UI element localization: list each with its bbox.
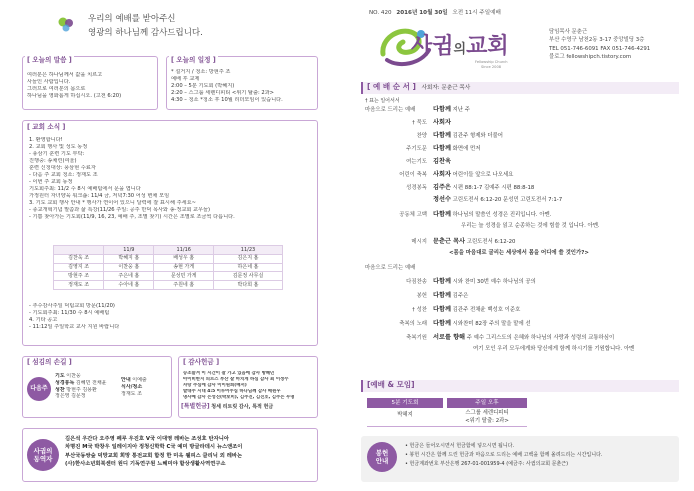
servant-names: 방현주 김용환 (66, 386, 97, 393)
partners-line: 부산국동쌍숲 덕망교회 희망 통전교회 합정 한 미옥 웰피스 클리닉 외 레바논 (65, 452, 243, 459)
church-news-title: [ 교회 소식 ] (27, 123, 66, 131)
offering-line: 아이비한지 피르스 부산 잘 마치게 하심 감사 최 이정수 (183, 376, 289, 382)
order-label: 메시지 (411, 239, 427, 245)
order-row (365, 250, 589, 257)
order-person: 사회자 (433, 119, 451, 126)
events-header (361, 380, 679, 392)
servant-names: 이예출 (132, 377, 147, 383)
order-title: [ 예 배 순 서 ] (367, 82, 416, 91)
contact-line: TEL 051-746-6091 FAX 051-746-4291 (549, 45, 651, 52)
schedule-line: 2:00 – 5분 기도회 (박혜지) (171, 83, 235, 90)
table-cell: 김영지 조 (54, 263, 104, 272)
servant-row (55, 373, 107, 380)
news-line: - 추수감사주일 덕팀교회 방문(11/20) (29, 303, 115, 309)
logo-text (411, 32, 509, 62)
today-schedule-box (166, 56, 318, 110)
news-line: - 11:12일 주일학교 교사 지원 바랍니다 (29, 324, 120, 331)
table-header: 11/23 (214, 246, 283, 255)
order-detail: 고린도전서 6:12-20 문성민 고린도전서 7:1-7 (452, 197, 563, 203)
news-line: - 기쁨 찾아가는 기도회(11/9, 16, 23, 예배 주, 조별 찾기) 시간은 조별로 조금씩 다릅니다. (29, 214, 235, 221)
servant-names: 이찬웅 (66, 373, 81, 379)
order-person: 서로를 향해 (433, 334, 466, 341)
intro-banner (58, 12, 308, 42)
news-line: 4. 기타 공고 (29, 317, 58, 324)
order-label: 다짐찬송 (406, 279, 427, 285)
intro-line-1: 우리의 예배를 받아주신 (88, 14, 176, 24)
order-person: 다함께 (433, 320, 451, 327)
order-row (365, 306, 520, 314)
order-person: 정선수 (433, 196, 451, 203)
order-label: 성경봉독 (406, 185, 427, 191)
order-label: 주기도문 (406, 146, 427, 152)
servant-role: 성찬 (55, 386, 65, 393)
order-row (365, 265, 433, 272)
offering-notice (361, 436, 679, 482)
news-line: 훈련 신청대상: 풍삼현 수료자 (29, 165, 96, 172)
contact-line: 블로그 fellowshipch.tistory.com (549, 54, 632, 61)
news-line: - 다음 주 교회 청소: 정재도 조 (29, 172, 98, 179)
table-cell: 방현주 조 (54, 272, 104, 281)
today-word-box (22, 56, 158, 110)
servant-names: 김혜민 전채윤 (75, 379, 107, 386)
order-label: 찬양 (416, 133, 427, 139)
schedule-line: * 설거지 / 청소: 방현주 조 (171, 69, 231, 75)
logo-sub-2: Since 2008 (481, 65, 502, 69)
order-row (365, 184, 534, 192)
partners-line: 차명진 M국 박창우 일레이지아 정청신학학 C국 예미 방글라데시 뉴스앤조이 (65, 444, 243, 451)
partners-badge (27, 439, 59, 471)
order-label: 축복기원 (406, 335, 427, 341)
order-row (365, 211, 551, 219)
servant-row (55, 393, 107, 400)
table-row (54, 254, 283, 263)
order-detail: 화면에 먼저 (452, 146, 481, 152)
intro-leaf-icon (58, 16, 74, 32)
order-row (365, 171, 513, 179)
servant-names: 정재도 조 (121, 390, 142, 397)
order-row (365, 346, 634, 353)
logo-text-a: 사귐 (411, 34, 454, 59)
notice-badge (367, 442, 397, 472)
intro-line-2: 영광의 하나님께 감사드립니다. (88, 28, 203, 38)
servant-row (121, 377, 147, 384)
news-line: 기도회주최: 11/2 수 8시 예배팀에서 문을 엽니다 (29, 186, 141, 193)
logo-text-c: 교회 (466, 34, 509, 59)
today-word-title: [ 오늘의 말씀 ] (27, 56, 72, 64)
table-cell: 이찬웅 홈 (104, 263, 154, 272)
bulletin-date: 2016년 10월 30일 (396, 10, 448, 16)
offering-line: 발대주 시대 4:5 이루어주심 하나님께 감사 배원우 (183, 388, 281, 394)
news-line: 3. 기도 교회 행사 안내 * 행사가 연이어 있으니 달력에 잘 표시해 주세요~ (29, 200, 196, 207)
word-line: 여러분은 하나님께서 값을 치르고 (27, 72, 103, 78)
word-line: 하나님을 영화롭게 하십시오. (고전 6:20) (27, 93, 122, 100)
order-person: 김찬욱 (433, 158, 451, 165)
table-cell: 송현 가게 (154, 263, 214, 272)
servant-role: 기도 (55, 373, 65, 379)
table-cell: 김문정 사무실 (214, 272, 283, 281)
notice-line: • 헌금은 들어오시면서 헌금함에 넣으시면 됩니다. (405, 443, 515, 449)
special-offering-title: [특별헌금] (181, 403, 210, 410)
church-news-box (22, 120, 318, 346)
today-schedule-title: [ 오늘의 일정 ] (171, 56, 216, 64)
order-detail: 김관주 형제와 더불어 (452, 133, 503, 139)
events-col1-head: 5분 기도회 (367, 398, 443, 408)
table-cell: 정재도 조 (54, 281, 104, 290)
offering-line: 자랑 주심에 감사 이이원희(배서) (183, 382, 247, 388)
partners-line: (사)한사소년회북센터 원디 기독연구원 느헤미야 할상생활사역연구소 (65, 461, 226, 468)
church-contact (549, 28, 650, 62)
table-cell: 김찬욱 조 (54, 254, 104, 263)
order-row (365, 132, 503, 140)
order-person: 다함께 (433, 106, 451, 113)
order-leader: 사회자: 문춘근 목사 (421, 85, 471, 91)
events-col1-value: 박혜지 (397, 412, 413, 418)
bulletin-header (369, 10, 501, 18)
table-header (54, 246, 104, 255)
logo-text-b: 의 (453, 42, 467, 57)
next-week-label: 다음주 (30, 385, 48, 392)
table-cell: 주원네 홈 (154, 281, 214, 290)
table-row (54, 272, 283, 281)
news-line: 진행중: 송채린(여울) (29, 158, 77, 165)
order-person: 다함께 (433, 306, 451, 313)
table-cell: 박혜지 홈 (104, 254, 154, 263)
order-person: 다함께 (433, 278, 451, 285)
news-line: 1. 환영합니다! (29, 137, 63, 143)
partners-line: 김은석 우간다 오주영 페루 우진호 V국 이대영 레바논 조성호 탄자니아 (65, 436, 229, 442)
table-cell: 박다희 홈 (214, 281, 283, 290)
table-cell: 배성우 홈 (154, 254, 214, 263)
order-label: † 성찬 (412, 307, 427, 313)
events-col2-value: 스그룹 세렌디피티 (465, 410, 509, 416)
news-line: - 기도회주최: 11/30 수 8시 예배팀 (29, 310, 110, 317)
servant-row (121, 391, 147, 398)
table-header: 11/16 (154, 246, 214, 255)
offering-box (178, 356, 318, 418)
events-title: [예배 & 모임] (367, 380, 415, 389)
schedule-line: 예배 후 교제 (171, 76, 200, 83)
table-cell: 문성민 가게 (154, 272, 214, 281)
order-label: † 묵도 (412, 120, 427, 126)
table-row (54, 281, 283, 290)
order-header (361, 82, 679, 94)
servant-row (55, 387, 107, 394)
order-label: 여는기도 (406, 159, 427, 165)
schedule-line: 4:30 – 청소 *청소 후 10월 리더모임이 있습니다. (171, 97, 283, 104)
servants-box (22, 356, 172, 418)
events-table (367, 398, 527, 426)
order-detail: 지난 주 (452, 107, 470, 113)
table-row (54, 263, 283, 272)
order-row (365, 292, 468, 300)
events-col2-value: <위기 탈출: 2과> (465, 418, 509, 424)
notice-badge-line: 봉헌 (375, 449, 389, 457)
news-line: 가정원터 자녀양육 워크숍: 11/4 금, 저녁7:30 어성 변채 모임 (29, 193, 170, 200)
table-header: 11/9 (104, 246, 154, 255)
order-detail: 김관주 전채윤 백성호 이준호 (452, 307, 521, 313)
partners-box (22, 428, 318, 482)
news-line: 2. 교회 행사 및 성도 동정 (29, 144, 88, 151)
order-person: 다함께 (433, 145, 451, 152)
order-label: 어린이 축복 (399, 172, 427, 178)
order-detail: 여기 모인 우리 모두에게와 당신에게 함께 하시기를 기원합니다. 아멘 (473, 346, 635, 352)
order-person: 문춘근 목사 (433, 238, 466, 245)
table-cell: 김은지 홈 (214, 254, 283, 263)
order-row (365, 196, 562, 204)
order-label: 마음으로 드리는 예배 (365, 107, 416, 113)
order-row (365, 334, 614, 342)
table-cell: 수아네 홈 (104, 281, 154, 290)
order-person: 사회자 (433, 171, 451, 178)
schedule-line: 2:20 – 스그룹 세렌디피티 <위기 탈출: 2과> (171, 90, 275, 97)
logo-sub-1: Fellowship Church (475, 60, 508, 64)
servant-row (121, 384, 147, 391)
order-detail: 우리는 늘 성경을 읽고 순종하는 것에 힘쓸 것 입니다. 아멘. (461, 223, 600, 229)
partners-badge-line: 사귐의 (33, 447, 53, 455)
notice-line: • 봉헌 시간은 함께 드린 헌금과 마음으로 드리는 예배 고백을 함께 올려드리는 시간입니다. (405, 452, 603, 458)
prayer-meeting-table (53, 245, 283, 290)
order-row (365, 223, 600, 230)
events-col2-head: 주일 오후 (447, 398, 527, 408)
order-label: 봉헌 (416, 293, 427, 299)
order-detail: 시와찬미 82장 주의 말을 맡에 선 (452, 321, 531, 327)
issue-number: NO. 420 (369, 10, 392, 16)
table-cell: 하은네 홈 (214, 263, 283, 272)
servants-title: [ 섬김의 손길 ] (27, 358, 72, 366)
contact-line: 담임목사 문춘근 (549, 29, 588, 35)
order-row (365, 119, 451, 127)
servant-names: 정은영 김문정 (55, 393, 86, 400)
order-detail: 고린도전서 6:12-20 (466, 239, 516, 245)
word-line: 사들인 사람입니다. (27, 79, 71, 86)
servant-row (55, 380, 107, 387)
notice-badge-line: 안내 (375, 457, 389, 466)
news-line: - 이번 주 교회 동정 (29, 179, 73, 186)
order-person: 김주은 (433, 184, 451, 191)
offering-line: 승조즐겨 이 시간이 잘 가고 있음에 감사 방혜민 (183, 371, 275, 376)
order-person: 다함께 (433, 211, 451, 218)
order-row (365, 145, 480, 153)
contact-line: 부산 수영구 남천2동 3-17 중앙빌딩 3층 (549, 37, 645, 44)
offering-title: [ 감사헌금 ] (183, 358, 220, 366)
partners-badge-line: 동역자 (33, 455, 53, 464)
servant-role: 성경봉독 (55, 379, 75, 386)
next-week-badge (27, 377, 51, 401)
offering-line: 명사예 감사 은성진(박보미), 김주진, 김진호, 김주은 무명 (183, 394, 295, 400)
order-detail: 김주은 (452, 293, 469, 299)
table-cell: 주은네 홈 (104, 272, 154, 281)
order-label: 마음으로 드리는 예배 (365, 265, 416, 271)
special-offering-text: 청세 리트릿 감사, 특적 헌금 (211, 404, 274, 410)
right-page (347, 0, 694, 491)
order-note: † 표는 일어서서 (365, 98, 400, 104)
news-line: - 종교개혁기념 말씀과 삶 특강(11/26 주일: 공주 만덕 목사와 송·정교회 교우들) (29, 207, 211, 214)
order-person: 다함께 (433, 132, 451, 139)
order-person: 다함께 (433, 292, 451, 299)
order-row (365, 320, 531, 328)
order-row (365, 106, 470, 114)
order-row (365, 278, 536, 286)
order-detail: 시편 88:1-7 김예주 시편 88:8-18 (452, 185, 535, 191)
servant-role: 식사/청소 (121, 383, 143, 390)
church-logo (377, 24, 537, 74)
sermon-title: <몸을 마음대로 굴리는 세상에서 몸을 어디에 쓸 것인가?> (449, 250, 589, 256)
order-detail: 어린이들 앞으로 나오세요 (452, 172, 514, 178)
order-label: 축복의 노래 (399, 321, 427, 327)
order-label: 공동체 고백 (399, 212, 427, 218)
servant-role: 안내 (121, 377, 131, 383)
order-detail: 시와 찬미 30번 예수 하나님의 공의 (452, 279, 536, 285)
notice-line: • 헌금계좌번호 부산은행 267-01-001959-4 (예금주: 사귐의교회 문춘근) (405, 461, 569, 467)
word-line: 그러므로 여러분의 몸으로 (27, 86, 86, 93)
news-line: - 풍삼기 훈련 기도 부탁: (29, 151, 85, 158)
order-detail: 주 예수 그리스도의 은혜와 하나님의 사랑과 성령의 교통하심이 (466, 335, 615, 341)
service-time: 오전 11시 주일예배 (452, 10, 501, 16)
order-row (365, 238, 515, 246)
order-row (365, 158, 451, 166)
order-detail: 하나님의 말씀인 성경은 진리입니다. 아멘. (452, 212, 552, 218)
